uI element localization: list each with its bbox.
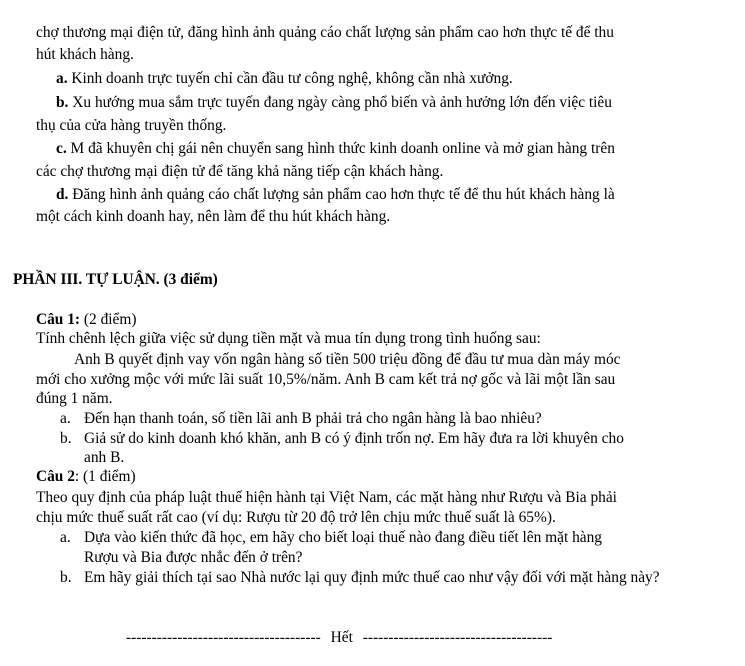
option-letter: d.: [56, 186, 69, 203]
option-text: Xu hướng mua sắm trực tuyến đang ngày càng phổ biến và ảnh hưởng lớn đến việc tiêu: [72, 94, 612, 111]
option-text: Kinh doanh trực tuyến chỉ cần đầu tư công nghệ, không cần nhà xưởng.: [71, 70, 513, 87]
option-text: M đã khuyên chị gái nên chuyển sang hình thức kinh doanh online và mở gian hàng trên: [70, 140, 615, 157]
q1-scenario-line-1: Anh B quyết định vay vốn ngân hàng số tiền 500 triệu đồng để đầu tư mua dàn máy móc: [74, 351, 621, 368]
q1-item-b-letter: b.: [60, 430, 72, 447]
footer-dashes-left: --------------------------------------: [126, 629, 321, 646]
q1-heading: [36, 311, 136, 329]
q2-item-a-text-1: Dựa vào kiến thức đã học, em hãy cho biết loại thuế nào đang điều tiết lên mặt hàng: [84, 529, 602, 546]
section-title: PHẦN III. TỰ LUẬN. (3 điểm): [13, 271, 218, 288]
option-a: [56, 70, 513, 88]
intro-line-2: hút khách hàng.: [36, 46, 134, 63]
q1-prompt: Tính chênh lệch giữa việc sử dụng tiền mặt và mua tín dụng trong tình huống sau:: [36, 330, 541, 347]
q1-points: (2 điểm): [80, 311, 137, 328]
q1-scenario-line-2: mới cho xưởng mộc với mức lãi suất 10,5%/năm. Anh B cam kết trả nợ gốc và lãi một lần sau: [36, 371, 616, 388]
q2-item-b-letter: b.: [60, 569, 72, 586]
q2-points: : (1 điểm): [74, 468, 136, 485]
q1-item-a-text: Đến hạn thanh toán, số tiền lãi anh B phải trả cho ngân hàng là bao nhiêu?: [84, 410, 542, 427]
option-b: [56, 94, 612, 112]
q2-item-b-text: Em hãy giải thích tại sao Nhà nước lại quy định mức thuế cao như vậy đối với mặt hàng này?: [84, 569, 660, 586]
option-d-cont: một cách kinh doanh hay, nên làm để thu hút khách hàng.: [36, 208, 391, 225]
q2-item-a-text-2: Rượu và Bia được nhắc đến ở trên?: [84, 549, 303, 566]
end-marker: [126, 629, 552, 647]
q2-label: Câu 2: [36, 468, 75, 485]
option-b-cont: thụ của cửa hàng truyền thống.: [36, 117, 227, 134]
q1-item-b-text-1: Giả sử do kinh doanh khó khăn, anh B có ý định trốn nợ. Em hãy đưa ra lời khuyên cho: [84, 430, 624, 447]
q2-item-a-letter: a.: [60, 529, 71, 546]
q1-item-a-letter: a.: [60, 410, 71, 427]
q1-scenario-line-3: đúng 1 năm.: [36, 390, 113, 407]
option-letter: b.: [56, 94, 69, 111]
q2-line-2: chịu mức thuế suất rất cao (ví dụ: Rượu từ 20 độ trở lên chịu mức thuế suất là 65%).: [36, 509, 556, 526]
option-c: [56, 140, 615, 158]
option-letter: a.: [56, 70, 68, 87]
q1-label: Câu 1:: [36, 311, 81, 328]
intro-line-1: chợ thương mại điện tử, đăng hình ảnh quảng cáo chất lượng sản phẩm cao hơn thực tế để thu: [36, 24, 614, 41]
end-word: Hết: [330, 629, 353, 646]
option-letter: c.: [56, 140, 67, 157]
q1-item-b-text-2: anh B.: [84, 449, 125, 466]
q2-heading: [36, 468, 136, 486]
option-text: Đăng hình ảnh quảng cáo chất lượng sản phẩm cao hơn thực tế để thu hút khách hàng là: [72, 186, 615, 203]
q2-line-1: Theo quy định của pháp luật thuế hiện hành tại Việt Nam, các mặt hàng như Rượu và Bia phải: [36, 489, 617, 506]
option-d: [56, 186, 615, 204]
footer-dashes-right: -------------------------------------: [362, 629, 553, 646]
option-c-cont: các chợ thương mại điện tử để tăng khả năng tiếp cận khách hàng.: [36, 163, 444, 180]
